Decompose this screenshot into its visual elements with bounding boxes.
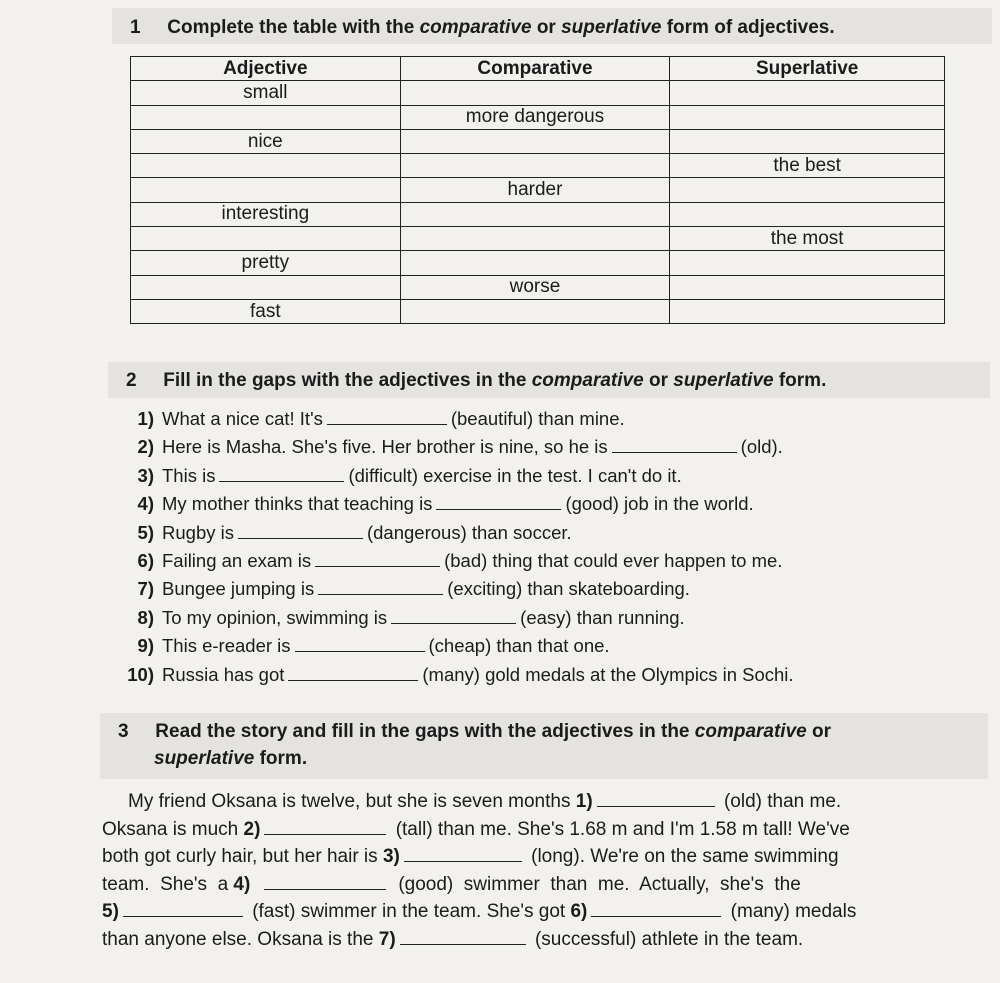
story-text: (tall) than me. She's 1.68 m and I'm 1.58 m tall! We've [395, 818, 850, 840]
adjective-cell: small [131, 81, 401, 105]
adjective-cell: fast [131, 299, 401, 323]
superlative-cell: the best [670, 154, 945, 178]
task3-instruction-or: or [812, 721, 832, 742]
superlative-cell[interactable] [670, 202, 945, 226]
gap-blank[interactable] [295, 635, 425, 652]
gap-blank[interactable] [597, 790, 715, 807]
story-text: My friend Oksana is twelve, but she is seven months [128, 791, 571, 812]
adjective-cell[interactable] [131, 227, 401, 251]
story-line [102, 843, 982, 871]
item-number: 5) [137, 521, 154, 543]
superlative-cell[interactable] [670, 251, 945, 275]
story-line [102, 926, 982, 954]
adjective-cell[interactable] [131, 275, 401, 299]
gap-blank[interactable] [264, 873, 386, 890]
adjective-cell: interesting [131, 202, 401, 226]
sentence-before: This e-reader is [162, 635, 291, 657]
task3-number: 3 [118, 721, 129, 742]
gap-blank[interactable] [391, 607, 516, 624]
list-item [104, 632, 984, 660]
sentence-after: (many) gold medals at the Olympics in Sochi. [422, 663, 794, 685]
sentence-before: My mother thinks that teaching is [162, 493, 433, 515]
table-row [131, 129, 945, 153]
gap-blank[interactable] [123, 900, 243, 917]
list-item [104, 519, 984, 547]
sentence-after: (bad) thing that could ever happen to me. [444, 549, 783, 571]
comparative-cell: more dangerous [400, 105, 670, 129]
list-item [104, 575, 984, 603]
task2-sentences [104, 405, 984, 689]
list-item [104, 462, 984, 490]
story-text: Oksana is much [102, 818, 239, 840]
comparative-cell[interactable] [400, 299, 670, 323]
superlative-cell[interactable] [670, 178, 945, 202]
sentence-before: Here is Masha. She's five. Her brother is nine, so he is [162, 436, 608, 458]
story-line [102, 898, 982, 926]
task1-instruction-em2: superlative [561, 17, 662, 38]
story-text: (long). We're on the same swimming [531, 846, 839, 867]
table-header-row [131, 57, 945, 81]
task2-number: 2 [126, 370, 137, 391]
list-item [104, 604, 984, 632]
adjective-cell: pretty [131, 251, 401, 275]
table-row [131, 154, 945, 178]
story-line [102, 788, 982, 816]
story-text: (many) medals [730, 901, 857, 922]
gap-number: 2) [243, 818, 261, 840]
story-text: (successful) athlete in the team. [534, 928, 804, 950]
item-number: 4) [137, 493, 154, 515]
item-number: 9) [137, 635, 154, 657]
gap-blank[interactable] [612, 436, 737, 453]
story-text: than anyone else. Oksana is the [102, 928, 374, 950]
sentence-after: (difficult) exercise in the test. I can't do it. [348, 464, 682, 486]
gap-blank[interactable] [327, 408, 447, 425]
gap-number: 7) [378, 928, 396, 950]
item-number: 10) [127, 663, 154, 685]
comparative-cell[interactable] [400, 227, 670, 251]
table-row [131, 227, 945, 251]
task1-instruction-b: form of adjectives. [666, 17, 835, 38]
superlative-cell[interactable] [670, 299, 945, 323]
sentence-before: Bungee jumping is [162, 578, 315, 600]
superlative-cell[interactable] [670, 81, 945, 105]
superlative-cell: the most [670, 227, 945, 251]
story-text: (fast) swimmer in the team. She's got [252, 901, 566, 922]
sentence-after: (good) job in the world. [565, 493, 754, 515]
gap-number: 3) [382, 846, 400, 867]
story-text: (old) than me. [723, 791, 842, 812]
sentence-after: (exciting) than skateboarding. [447, 578, 690, 600]
sentence-before: This is [162, 464, 216, 486]
gap-number: 6) [570, 901, 588, 922]
task3-instruction-a: Read the story and fill in the gaps with the adjectives in the [155, 721, 690, 742]
task1-instruction-a: Complete the table with the [167, 17, 415, 38]
task2-instruction-a: Fill in the gaps with the adjectives in the [163, 370, 527, 391]
sentence-after: (cheap) than that one. [428, 635, 610, 657]
story-text: (good) swimmer than me. Actually, she's the [398, 873, 801, 895]
task2-instruction-em1: comparative [531, 370, 644, 391]
sentence-before: To my opinion, swimming is [162, 606, 388, 628]
gap-blank[interactable] [288, 664, 418, 681]
sentence-after: (easy) than running. [520, 606, 685, 628]
comparative-cell[interactable] [400, 202, 670, 226]
sentence-after: (beautiful) than mine. [450, 408, 625, 429]
list-item [104, 433, 984, 461]
header-adjective: Adjective [131, 57, 401, 81]
gap-blank[interactable] [400, 928, 526, 945]
adjective-cell: nice [131, 129, 401, 153]
gap-blank[interactable] [264, 818, 386, 835]
list-item [104, 661, 984, 689]
header-superlative: Superlative [670, 57, 945, 81]
header-comparative: Comparative [400, 57, 670, 81]
item-number: 1) [137, 408, 154, 429]
list-item [104, 405, 984, 433]
gap-blank[interactable] [591, 900, 721, 917]
task2-instruction-em2: superlative [673, 370, 774, 391]
story-text: team. She's a [102, 873, 229, 895]
table-row [131, 299, 945, 323]
story-text: both got curly hair, but her hair is [102, 846, 378, 867]
comparative-cell: harder [400, 178, 670, 202]
gap-number: 5) [102, 901, 119, 922]
table-row [131, 275, 945, 299]
item-number: 3) [137, 464, 154, 486]
adjective-cell[interactable] [131, 105, 401, 129]
sentence-before: Failing an exam is [162, 549, 312, 571]
table-row [131, 81, 945, 105]
task1-instruction-or: or [536, 17, 556, 38]
adjective-table [130, 56, 945, 324]
superlative-cell[interactable] [670, 129, 945, 153]
task3-story [102, 788, 982, 953]
sentence-after: (dangerous) than soccer. [366, 521, 572, 543]
gap-blank[interactable] [404, 845, 522, 862]
task2-heading [108, 362, 990, 398]
task1-instruction-em1: comparative [419, 17, 532, 38]
task3-instruction-em2: superlative [154, 748, 255, 769]
gap-blank[interactable] [219, 465, 344, 482]
adjective-cell[interactable] [131, 178, 401, 202]
task2-instruction-b: form. [778, 370, 827, 391]
comparative-cell[interactable] [400, 129, 670, 153]
gap-number: 1) [575, 791, 593, 812]
table-row [131, 105, 945, 129]
table-row [131, 202, 945, 226]
sentence-before: What a nice cat! It's [162, 408, 323, 429]
sentence-before: Russia has got [162, 663, 285, 685]
task3-heading [100, 713, 988, 779]
task3-instruction-em1: comparative [694, 721, 807, 742]
item-number: 2) [137, 436, 154, 458]
table-row [131, 178, 945, 202]
task3-instruction-b: form. [259, 748, 308, 769]
comparative-cell[interactable] [400, 251, 670, 275]
task1-heading [112, 8, 992, 44]
story-line [102, 816, 982, 844]
gap-blank[interactable] [318, 578, 443, 595]
superlative-cell[interactable] [670, 275, 945, 299]
comparative-cell[interactable] [400, 81, 670, 105]
sentence-before: Rugby is [162, 521, 234, 543]
item-number: 6) [137, 549, 154, 571]
item-number: 7) [137, 578, 154, 600]
task2-instruction-or: or [648, 370, 668, 391]
comparative-cell[interactable] [400, 154, 670, 178]
list-item [104, 490, 984, 518]
item-number: 8) [137, 606, 154, 628]
gap-blank[interactable] [238, 522, 363, 539]
adjective-cell[interactable] [131, 154, 401, 178]
story-line [102, 871, 982, 899]
table-row [131, 251, 945, 275]
task1-number: 1 [130, 17, 141, 38]
superlative-cell[interactable] [670, 105, 945, 129]
comparative-cell: worse [400, 275, 670, 299]
gap-blank[interactable] [436, 493, 561, 510]
gap-number: 4) [233, 873, 251, 895]
sentence-after: (old). [740, 436, 783, 458]
gap-blank[interactable] [315, 550, 440, 567]
list-item [104, 547, 984, 575]
